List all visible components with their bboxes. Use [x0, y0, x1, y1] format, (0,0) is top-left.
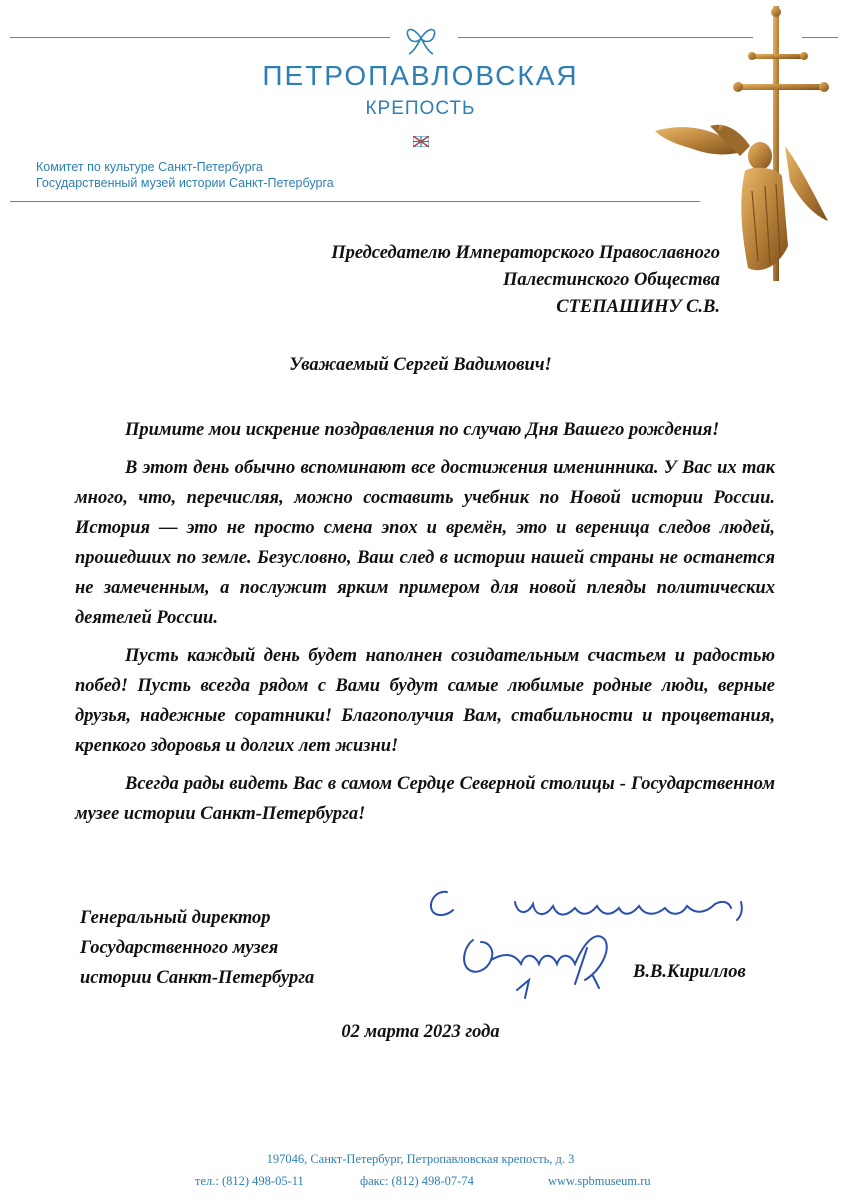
letter-body [75, 415, 775, 837]
brand-title: ПЕТРОПАВЛОВСКАЯ [262, 60, 579, 91]
flag-icon [413, 136, 429, 147]
signatory-name: В.В.Кириллов [633, 962, 746, 982]
org-line-2: Государственный музей истории Санкт-Петербурга [36, 176, 334, 190]
addressee-line-1: Председателю Императорского Православного [331, 243, 720, 263]
addressee-line-2: Палестинского Общества [502, 270, 720, 290]
footer-website: www.spbmuseum.ru [548, 1174, 651, 1188]
signatory-title-1: Генеральный директор [80, 908, 271, 928]
org-rule [10, 201, 700, 202]
paragraph-3: Пусть каждый день будет наполнен созидательным счастьем и радостью побед! Пусть всегда рядом с Вами будут самые любимые родные люди, верные друзья, надежные соратники! Благополучия Вам, стабильности и процветания, крепкого здоровья и долгих лет жизни! [75, 646, 775, 756]
addressee-line-3: СТЕПАШИНУ С.В. [556, 297, 720, 317]
paragraph-4: Всегда рады видеть Вас в самом Сердце Северной столицы - Государственном музее истории Санкт-Петербурга! [75, 774, 775, 824]
footer-address: 197046, Санкт-Петербург, Петропавловская крепость, д. 3 [266, 1152, 575, 1166]
footer-phone: тел.: (812) 498-05-11 [195, 1174, 304, 1188]
paragraph-1: Примите мои искрение поздравления по случаю Дня Вашего рождения! [125, 420, 720, 440]
signatory-title-2: Государственного музея [80, 938, 279, 958]
letter-date: 02 марта 2023 года [341, 1022, 500, 1042]
brand-subtitle: КРЕПОСТЬ [365, 98, 476, 119]
museum-logo-icon [403, 18, 439, 58]
paragraph-2: В этот день обычно вспоминают все достижения именинника. У Вас их так много, что, перечисляя, можно составить учебник по Новой истории России. История — это не просто смена эпох и времён, это и вереница следов людей, прошедших по земле. Безусловно, Ваш след в истории нашей страны не останется не замеченным, а послужит ярким примером для новой плеяды политических деятелей России. [75, 458, 775, 628]
header-rule-left [10, 37, 390, 38]
salutation: Уважаемый Сергей Вадимович! [289, 355, 552, 375]
handwritten-regards-signature [425, 880, 765, 1005]
signatory-title-3: истории Санкт-Петербурга [80, 968, 315, 988]
org-line-1: Комитет по культуре Санкт-Петербурга [36, 160, 263, 174]
footer-fax: факс: (812) 498-07-74 [360, 1174, 474, 1188]
